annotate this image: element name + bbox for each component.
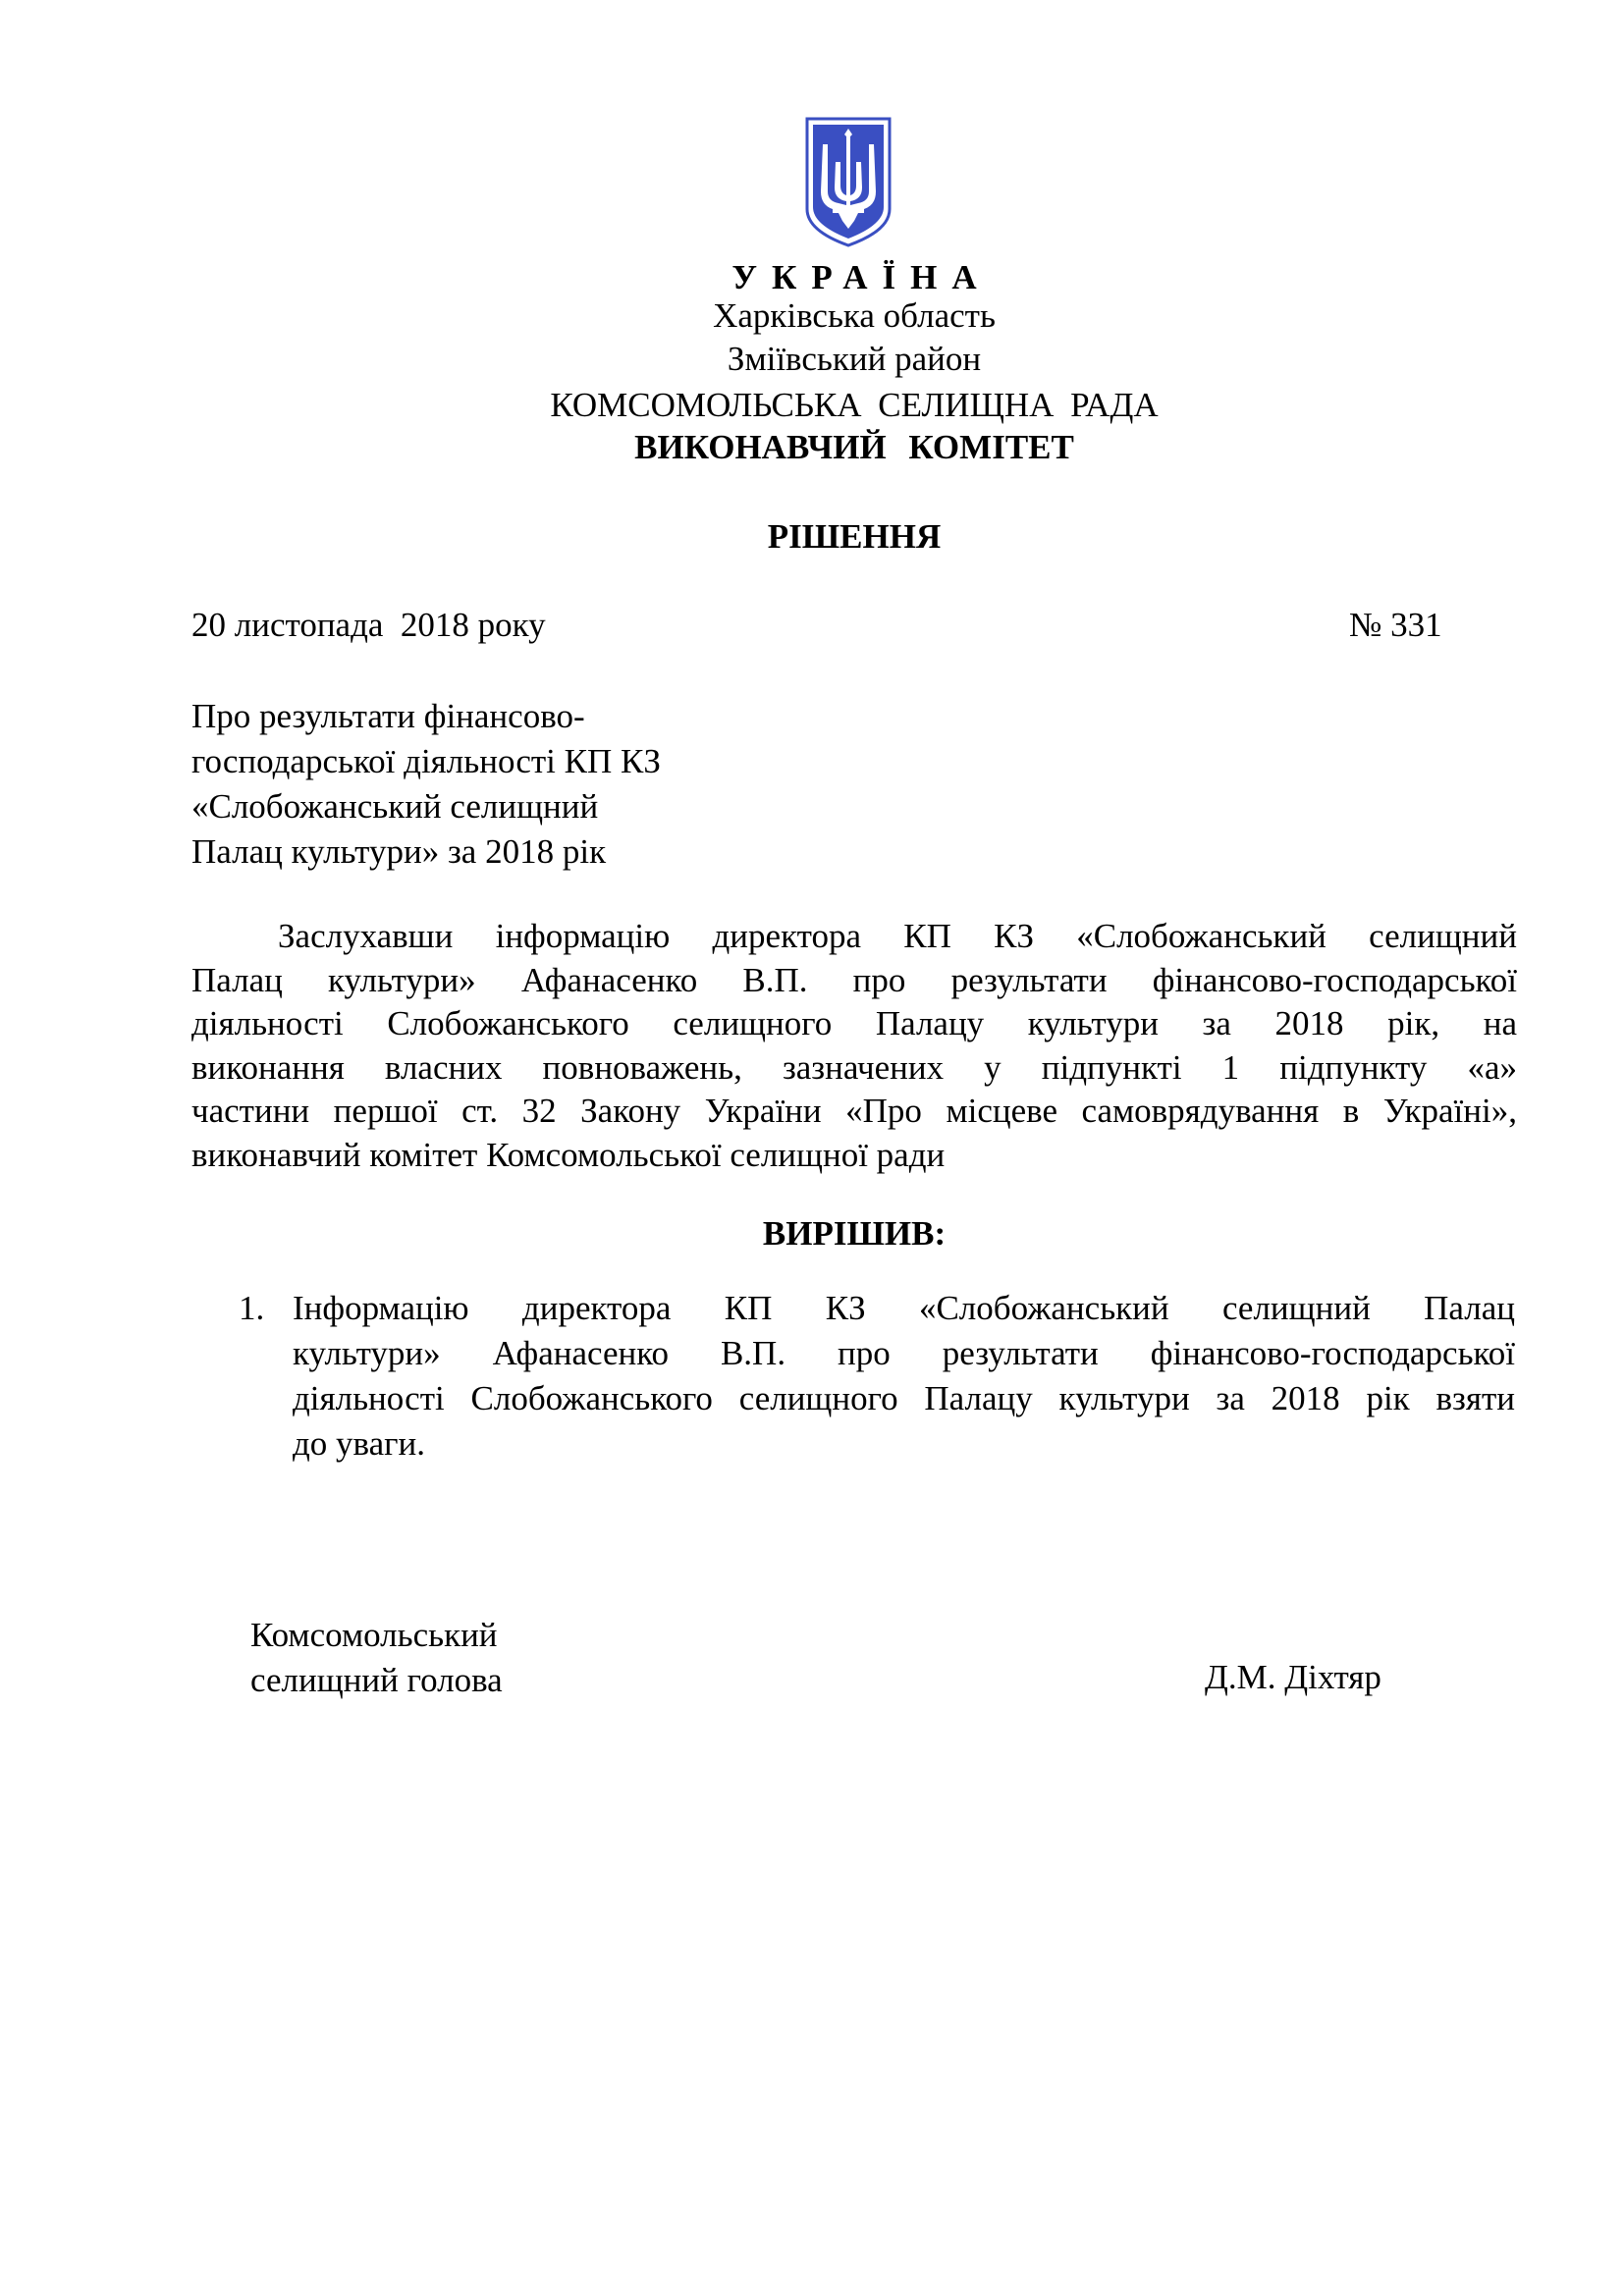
document-type-heading: РІШЕННЯ — [767, 517, 942, 556]
item-line: до уваги. — [293, 1424, 425, 1463]
decision-date: 20 листопада 2018 року — [191, 606, 546, 644]
signatory-name: Д.М. Діхтяр — [1205, 1658, 1381, 1696]
subject-line: «Слобожанський селищний — [191, 787, 599, 826]
preamble-line: виконання власних повноважень, зазначених у підпункті 1 підпункту «а» — [191, 1047, 1517, 1087]
council-name: КОМСОМОЛЬСЬКА СЕЛИЩНА РАДА — [550, 386, 1159, 424]
resolution-heading: ВИРІШИВ: — [762, 1214, 947, 1253]
item-line: Інформацію директора КП КЗ «Слобожанський селищний Палац — [293, 1289, 1515, 1327]
preamble-line: частини першої ст. 32 Закону України «Про місцеве самоврядування в Україні», — [191, 1092, 1517, 1130]
committee-name: ВИКОНАВЧИЙ КОМІТЕТ — [634, 428, 1074, 466]
item-line: діяльності Слобожанського селищного Палацу культури за 2018 рік взяти — [293, 1379, 1515, 1417]
signatory-title — [250, 1613, 503, 1703]
decision-number: № 331 — [1349, 606, 1442, 644]
coat-of-arms-icon — [803, 115, 893, 249]
region-name: Харківська область — [713, 296, 996, 335]
preamble-line: виконавчий комітет Комсомольської селищної ради — [191, 1135, 946, 1174]
preamble-paragraph — [191, 915, 1517, 1177]
country-heading: УКРАЇНА — [731, 258, 992, 296]
preamble-line: Палац культури» Афанасенко В.П. про результати фінансово-господарської — [191, 960, 1517, 999]
item-number: 1. — [239, 1289, 265, 1327]
subject-line: господарської діяльності КП КЗ — [191, 742, 661, 780]
district-name: Зміївський район — [727, 340, 982, 378]
signatory-title-line: Комсомольський — [250, 1616, 498, 1654]
subject-line: Палац культури» за 2018 рік — [191, 832, 607, 871]
decision-subject — [191, 694, 879, 875]
subject-line: Про результати фінансово- — [191, 697, 585, 735]
preamble-line: діяльності Слобожанського селищного Палацу культури за 2018 рік, на — [191, 1004, 1517, 1042]
signatory-title-line: селищний голова — [250, 1661, 503, 1699]
preamble-line: Заслухавши інформацію директора КП КЗ «Слобожанський селищний — [278, 917, 1517, 955]
item-line: культури» Афанасенко В.П. про результати фінансово-господарської — [293, 1334, 1515, 1372]
item-text — [293, 1286, 1515, 1467]
